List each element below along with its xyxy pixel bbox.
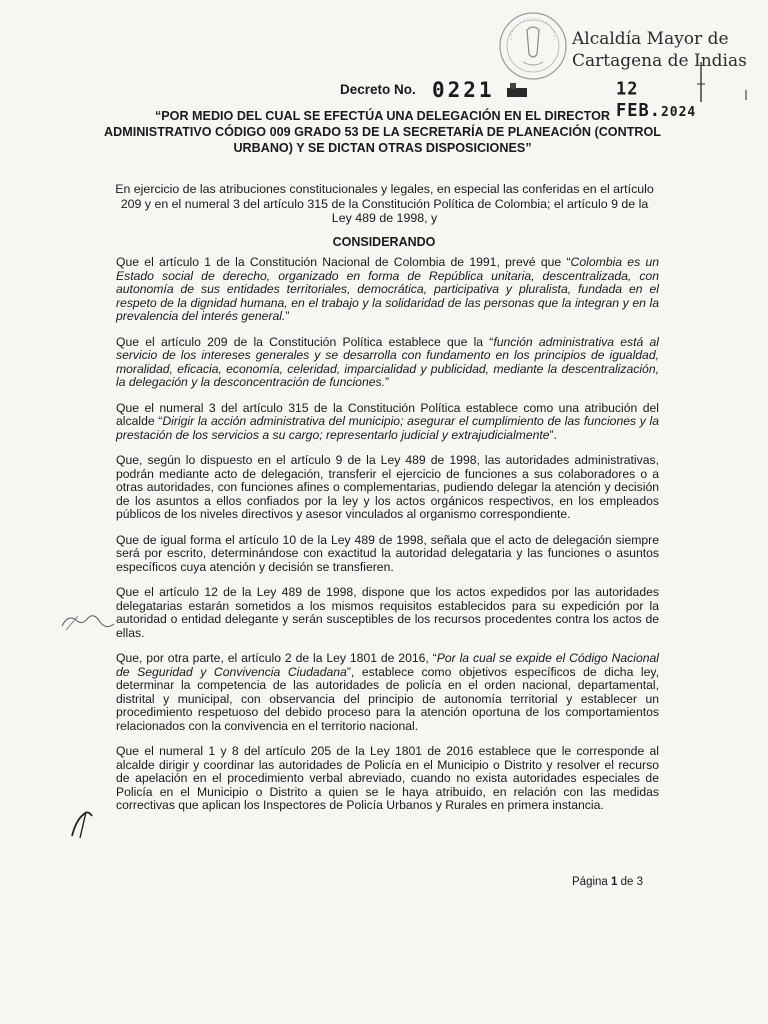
date-stamp-year: 2024	[660, 104, 697, 120]
paragraph-text: Que, por otra parte, el artículo 2 de la Ley 1801 de 2016, “	[116, 651, 437, 665]
date-stamp-day-month: 12 FEB.	[616, 79, 661, 121]
stamp-mark-icon	[506, 82, 528, 98]
paragraph-text: Que el artículo 209 de la Constitución Política establece que la “	[116, 334, 494, 349]
decree-title: “POR MEDIO DEL CUAL SE EFECTÚA UNA DELEGACIÓN EN EL DIRECTOR ADMINISTRATIVO CÓDIGO 009 GRADO 53 DE LA SECRETARÍA DE PLANEACIÓN (CONTROL URBANO) Y SE DICTAN OTRAS DISPOSICIONES”	[104, 109, 661, 155]
paragraph	[116, 256, 659, 324]
handwritten-mark	[66, 806, 100, 842]
paragraph-text: Que el artículo 1 de la Constitución Nacional de Colombia de 1991, prevé que “	[116, 255, 571, 269]
page-number	[572, 876, 643, 888]
paragraph-tail: ”, establece como objetivos específicos de dicha ley, determinar la competencia de las autoridades de policía en el orden nacional, departamental, distrital y municipal, con observancia del principio de autonomía territorial y establecer un procedimiento respetuoso del debido proceso para la atención oportuna de los comportamientos relacionados con la convivencia en el territorio nacional.	[116, 664, 659, 733]
city-seal-icon	[497, 10, 569, 82]
paragraph	[116, 745, 659, 813]
paragraph-text: Que de igual forma el artículo 10 de la Ley 489 de 1998, señala que el acto de delegación siempre será por escrito, determinándose con exactitud la autoridad delegataria y las funciones o asuntos específicos cuya atención y decisión se transfieren.	[116, 532, 659, 574]
paragraph-text: Que el artículo 12 de la Ley 489 de 1998, dispone que los actos expedidos por las autoridades delegatarias estarán sometidos a los mismos requisitos establecidos para su expedición por la autoridad o entidad delegante y serán susceptibles de los recursos procedentes contra los actos de ellas.	[116, 585, 659, 640]
paragraph-text: Que el numeral 3 del artículo 315 de la Constitución Política establece como una atribución del alcalde “	[116, 400, 659, 428]
decree-label: Decreto No.	[340, 82, 416, 97]
paragraph	[116, 534, 659, 575]
paragraph	[116, 586, 659, 640]
paragraph	[116, 336, 659, 390]
paragraph	[116, 652, 659, 733]
paragraph	[116, 402, 659, 443]
paragraph	[116, 454, 659, 522]
page-total: 3	[636, 876, 644, 888]
paragraph-quote: función administrativa está al servicio de los intereses generales y se desarrolla con fundamento en los principios de igualdad, moralidad, eficacia, economía, celeridad, imparcialidad y publicidad, mediante la descentralización, la delegación y la desconcentración de funciones.	[116, 334, 659, 389]
paragraph-tail: ”	[285, 309, 290, 323]
paragraph-quote: Colombia es un Estado social de derecho, organizado en forma de República unitaria, descentralizada, con autonomía de sus entidades territoriales, democrática, participativa y pluralista, fundada en el respeto de la dignidad humana, en el trabajo y la solidaridad de las personas que la integran y en la prevalencia del interés general.	[116, 255, 659, 323]
paragraph-text: Que, según lo dispuesto en el artículo 9 de la Ley 489 de 1998, las autoridades administrativas, podrán mediante acto de delegación, transferir el ejercicio de funciones a sus colaboradores o a otras autoridades, con funciones afines o complementarias, pudiendo delegar la atención y decisión de los asuntos a ellos confiados por la ley y los actos orgánicos respectivos, en los empleados públicos de los niveles directivos y asesor vinculados al organismo correspondiente.	[116, 453, 659, 521]
paragraph-quote: Dirigir la acción administrativa del municipio; asegurar el cumplimiento de las funciones y la prestación de los servicios a su cargo; representarlo judicial y extrajudicialmente	[116, 414, 659, 442]
handwritten-mark	[58, 604, 118, 638]
page-current: 1	[611, 876, 618, 888]
intro-paragraph: En ejercicio de las atribuciones constitucionales y legales, en especial las conferidas en el artículo 209 y en el numeral 3 del artículo 315 de la Constitución Política de Colombia; el artículo 9 de la Ley 489 de 1998, y	[115, 182, 654, 226]
institution-name	[572, 28, 747, 72]
page-prefix: Página	[572, 876, 608, 888]
paragraph-tail: ”.	[549, 427, 557, 442]
decree-number: 0221	[432, 78, 495, 102]
section-heading: CONSIDERANDO	[332, 235, 436, 249]
paragraph-quote: Por la cual se expide el Código Nacional de Seguridad y Convivencia Ciudadana	[116, 651, 660, 679]
body-text	[116, 256, 659, 825]
page-of: de	[620, 876, 634, 888]
paragraph-tail: ”	[384, 375, 390, 389]
institution-line-2: Cartagena de Indias	[572, 51, 747, 71]
decree-header	[340, 78, 720, 121]
paragraph-text: Que el numeral 1 y 8 del artículo 205 de la Ley 1801 de 2016 establece que le corresponde al alcalde dirigir y coordinar las autoridades de Policía en el Municipio o Distrito y resolver el recurso de apelación en el procedimiento verbal abreviado, cuando no exista autoridades especiales de Policía en el Municipio o Distrito a quien se le haya atribuido, en relación con las medidas correctivas que aplican los Inspectores de Policía Urbanos y Rurales en primera instancia.	[116, 744, 659, 812]
institution-line-1: Alcaldía Mayor de	[572, 29, 729, 49]
margin-tick	[744, 90, 748, 100]
